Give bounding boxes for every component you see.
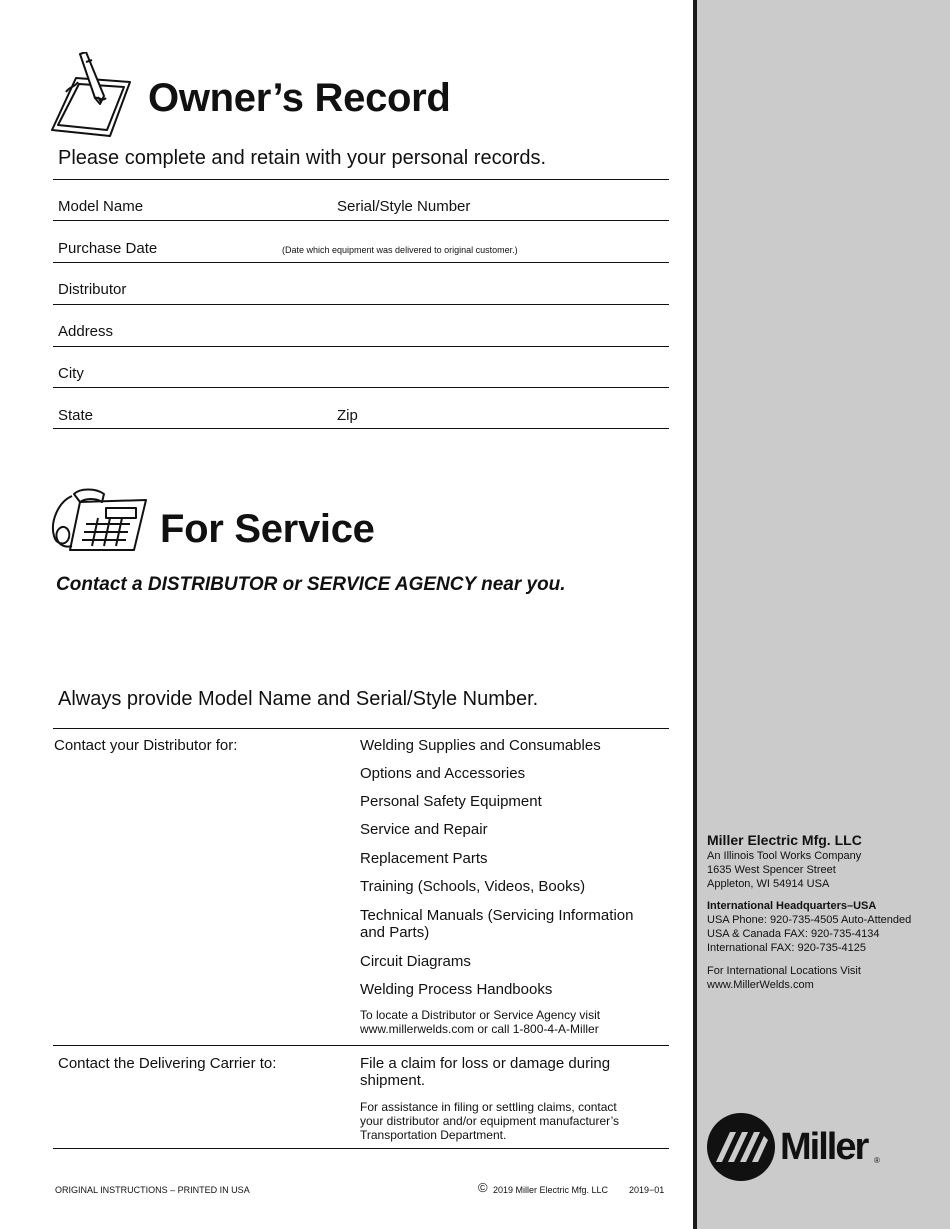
purchase-date-label: Purchase Date [58, 240, 158, 257]
locate-note: To locate a Distributor or Service Agency visit www.millerwelds.com or call 1-800-4-A-Miller [360, 1008, 601, 1036]
purchase-date-note: (Date which equipment was delivered to original customer.) [282, 245, 518, 255]
zip-label: Zip [337, 407, 358, 424]
website: www.MillerWelds.com [707, 979, 814, 991]
for-service-title: For Service [160, 507, 375, 551]
list-item: Personal Safety Equipment [360, 793, 542, 810]
address-line [53, 346, 669, 347]
hq-intl-fax: International FAX: 920-735-4125 [707, 942, 867, 954]
divider [53, 728, 669, 729]
distributor-line [53, 304, 669, 305]
carrier-item: File a claim for loss or damage during shipment. [360, 1055, 611, 1089]
state-zip-line [53, 428, 669, 429]
list-item: Technical Manuals (Servicing Information and Parts) [360, 907, 634, 941]
list-item: Welding Supplies and Consumables [360, 737, 601, 754]
distributor-label: Distributor [58, 281, 127, 298]
company-line3: Appleton, WI 54914 USA [707, 878, 830, 890]
list-item: Service and Repair [360, 821, 488, 838]
carrier-note: For assistance in filing or settling claims, contact your distributor and/or equipment manufacturer’s Transportation Department. [360, 1100, 620, 1142]
telephone-icon [46, 488, 154, 560]
intl-locations: For International Locations Visit [707, 965, 861, 977]
list-item: Welding Process Handbooks [360, 981, 553, 998]
miller-logo-text: Miller [780, 1126, 868, 1168]
hq-fax: USA & Canada FAX: 920-735-4134 [707, 928, 880, 940]
state-label: State [58, 407, 94, 424]
hq-title: International Headquarters–USA [707, 900, 877, 912]
company-name: Miller Electric Mfg. LLC [707, 832, 862, 848]
serial-style-label: Serial/Style Number [337, 198, 471, 215]
distributor-contact-label: Contact your Distributor for: [54, 737, 238, 754]
list-item: Training (Schools, Videos, Books) [360, 878, 586, 895]
city-line [53, 387, 669, 388]
carrier-contact-label: Contact the Delivering Carrier to: [58, 1055, 277, 1072]
model-name-label: Model Name [58, 198, 144, 215]
owners-record-title: Owner’s Record [148, 76, 451, 120]
address-label: Address [58, 323, 114, 340]
purchase-date-line [53, 262, 669, 263]
divider [53, 1148, 669, 1149]
miller-logo-icon [706, 1112, 776, 1182]
company-line2: 1635 West Spencer Street [707, 864, 836, 876]
divider [53, 179, 669, 180]
sidebar-panel [693, 0, 950, 1229]
hq-phone: USA Phone: 920-735-4505 Auto-Attended [707, 914, 912, 926]
owners-record-intro: Please complete and retain with your personal records. [58, 147, 547, 169]
document-code: 2019−01 [629, 1185, 665, 1195]
company-line1: An Illinois Tool Works Company [707, 850, 862, 862]
list-item: Replacement Parts [360, 850, 488, 867]
copyright-text: 2019 Miller Electric Mfg. LLC [493, 1185, 609, 1195]
divider [53, 1045, 669, 1046]
city-label: City [58, 365, 84, 382]
copyright-symbol: © [478, 1180, 488, 1195]
service-subtitle: Contact a DISTRIBUTOR or SERVICE AGENCY near you. [56, 574, 566, 595]
list-item: Options and Accessories [360, 765, 526, 782]
always-provide-text: Always provide Model Name and Serial/Style Number. [58, 688, 539, 710]
list-item: Circuit Diagrams [360, 953, 471, 970]
clipboard-pen-icon [48, 52, 132, 138]
registered-mark: ® [874, 1156, 880, 1165]
footer-left: ORIGINAL INSTRUCTIONS – PRINTED IN USA [55, 1185, 250, 1195]
model-name-line [53, 220, 669, 221]
